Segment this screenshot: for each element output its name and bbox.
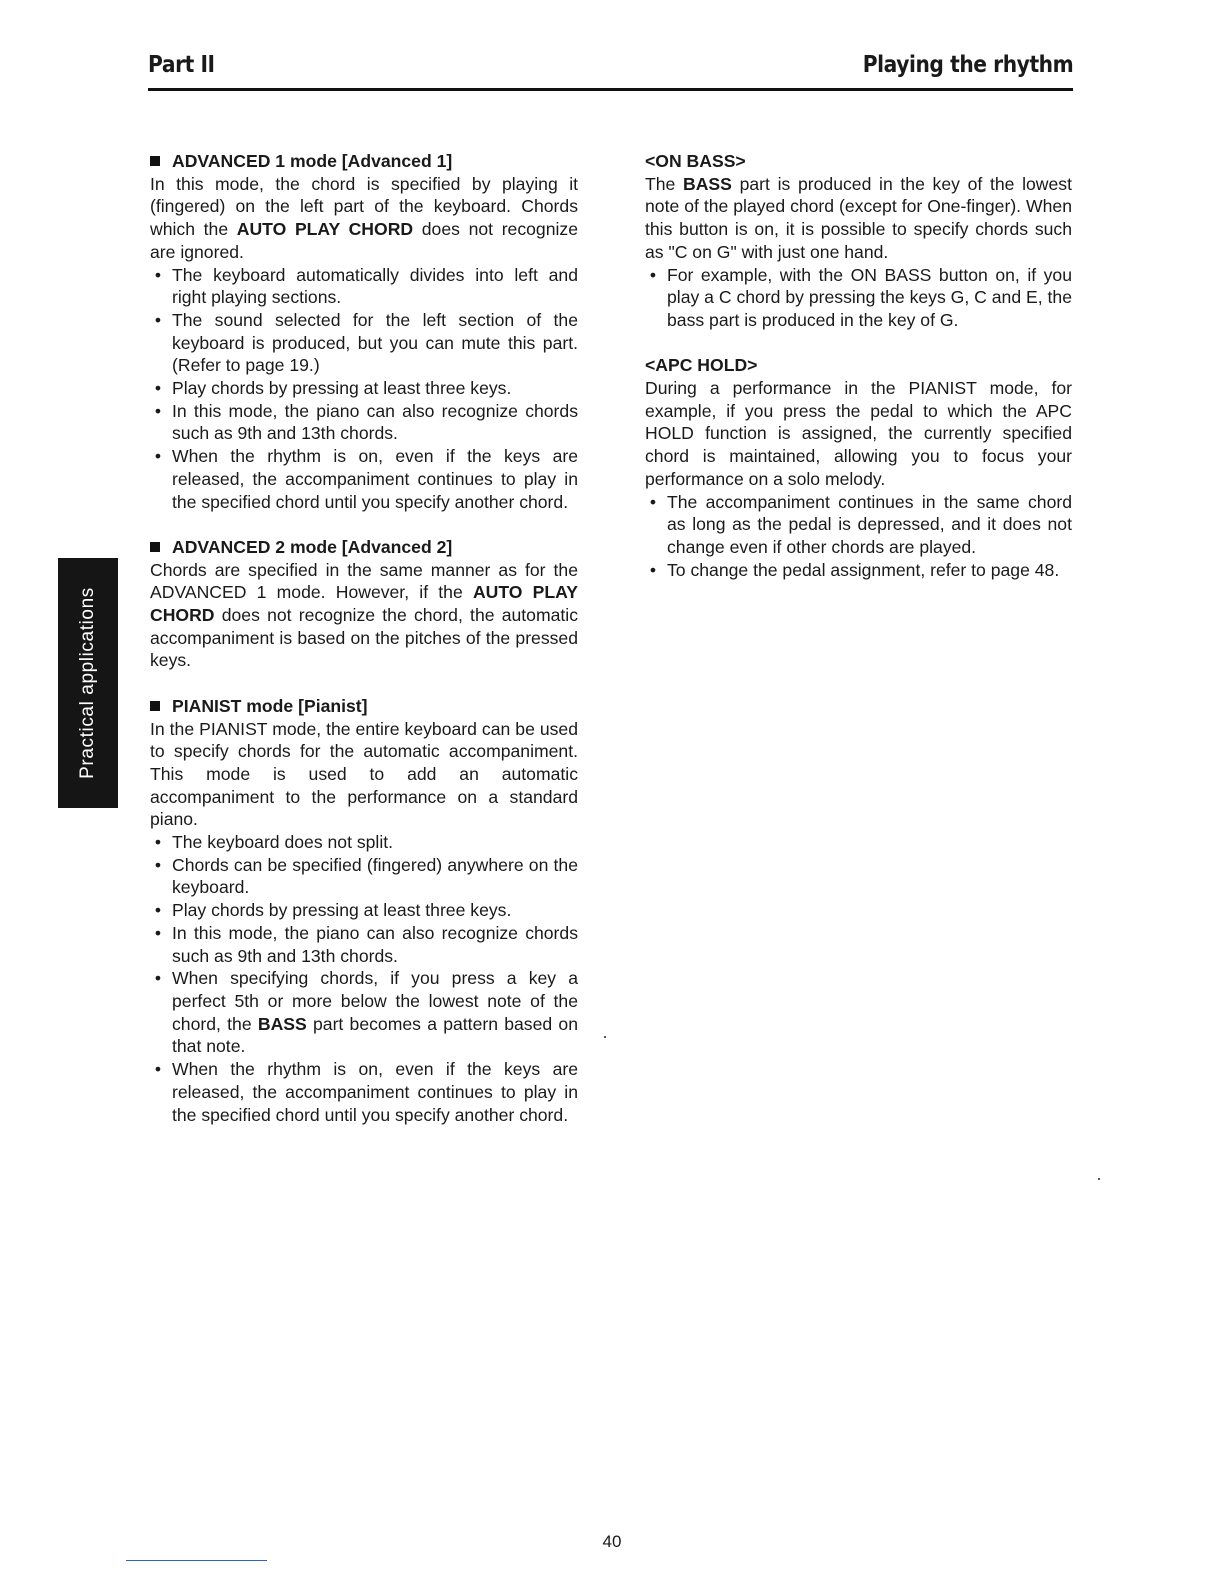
list-item: • Play chords by pressing at least three keys.: [150, 899, 578, 922]
bullet-icon: •: [154, 900, 162, 921]
bullet-icon: •: [154, 264, 162, 285]
list-item: • To change the pedal assignment, refer to page 48.: [645, 559, 1072, 582]
bullet-icon: •: [154, 832, 162, 853]
bullet-icon: •: [154, 400, 162, 421]
pianist-intro: In the PIANIST mode, the entire keyboard can be used to specify chords for the automatic accompaniment. This mode is used to add an automatic accompaniment to the performance on a standard piano.: [150, 718, 578, 830]
apc-hold-bullets: [645, 491, 1072, 582]
footer-rule: [126, 1560, 267, 1561]
advanced-1-bullets: [150, 264, 578, 514]
scan-speck: [604, 1036, 606, 1038]
page-number: 40: [602, 1532, 622, 1551]
list-item: • When specifying chords, if you press a key a perfect 5th or more below the lowest note of the chord, the BASS part becomes a pattern based on that note.: [150, 967, 578, 1058]
bullet-icon: •: [154, 378, 162, 399]
list-item: • Chords can be specified (fingered) anywhere on the keyboard.: [150, 854, 578, 899]
page-header: [148, 52, 1073, 92]
advanced-2-text: Chords are specified in the same manner as for the ADVANCED 1 mode. However, if the AUTO PLAY CHORD does not recognize the chord, the automatic accompaniment is based on the pitches of the pressed keys.: [150, 559, 578, 671]
left-column: [150, 150, 578, 1126]
section-heading-on-bass: <ON BASS>: [645, 151, 746, 171]
list-item: • The keyboard does not split.: [150, 831, 578, 854]
square-bullet-icon: [150, 701, 160, 711]
on-bass-bullets: [645, 264, 1072, 332]
section-heading-advanced-2: ADVANCED 2 mode [Advanced 2]: [150, 536, 578, 559]
square-bullet-icon: [150, 542, 160, 552]
bullet-icon: •: [154, 1059, 162, 1080]
chapter-title: Playing the rhythm: [862, 52, 1073, 78]
bullet-icon: •: [154, 968, 162, 989]
list-item: • In this mode, the piano can also recognize chords such as 9th and 13th chords.: [150, 922, 578, 967]
on-bass-text: The BASS part is produced in the key of the lowest note of the played chord (except for One-finger). When this button is on, it is possible to specify chords such as "C on G" with just one hand.: [645, 173, 1072, 262]
list-item: • The keyboard automatically divides into left and right playing sections.: [150, 264, 578, 309]
list-item: • The sound selected for the left section of the keyboard is produced, but you can mute this part. (Refer to page 19.): [150, 309, 578, 377]
header-rule: [148, 88, 1073, 91]
list-item: • For example, with the ON BASS button on, if you play a C chord by pressing the keys G, C and E, the bass part is produced in the key of G.: [645, 264, 1072, 332]
side-tab-label: Practical applications: [77, 587, 98, 779]
pianist-bullets: [150, 831, 578, 1126]
section-heading-pianist: PIANIST mode [Pianist]: [150, 695, 578, 718]
list-item: • In this mode, the piano can also recognize chords such as 9th and 13th chords.: [150, 400, 578, 445]
advanced-1-intro: In this mode, the chord is specified by playing it (fingered) on the left part of the keyboard. Chords which the AUTO PLAY CHORD does not recognize are ignored.: [150, 173, 578, 262]
bullet-icon: •: [154, 446, 162, 467]
list-item: • The accompaniment continues in the same chord as long as the pedal is depressed, and it does not change even if other chords are played.: [645, 491, 1072, 559]
apc-hold-text: During a performance in the PIANIST mode, for example, if you press the pedal to which the APC HOLD function is assigned, the currently specified chord is maintained, allowing you to focus your performance on a solo melody.: [645, 378, 1072, 489]
bullet-icon: •: [649, 264, 657, 285]
list-item: • When the rhythm is on, even if the keys are released, the accompaniment continues to play in the specified chord until you specify another chord.: [150, 1058, 578, 1126]
bullet-icon: •: [649, 491, 657, 512]
section-heading-advanced-1: ADVANCED 1 mode [Advanced 1]: [150, 150, 578, 173]
side-tab: [58, 558, 118, 808]
part-label: Part II: [148, 52, 215, 78]
section-heading-apc-hold: <APC HOLD>: [645, 355, 758, 376]
right-column: [645, 150, 1072, 581]
bullet-icon: •: [649, 559, 657, 580]
bullet-icon: •: [154, 922, 162, 943]
scan-speck: [1098, 1178, 1100, 1180]
list-item: • When the rhythm is on, even if the keys are released, the accompaniment continues to play in the specified chord until you specify another chord.: [150, 445, 578, 513]
bullet-icon: •: [154, 854, 162, 875]
list-item: • Play chords by pressing at least three keys.: [150, 377, 578, 400]
bullet-icon: •: [154, 309, 162, 330]
square-bullet-icon: [150, 156, 160, 166]
